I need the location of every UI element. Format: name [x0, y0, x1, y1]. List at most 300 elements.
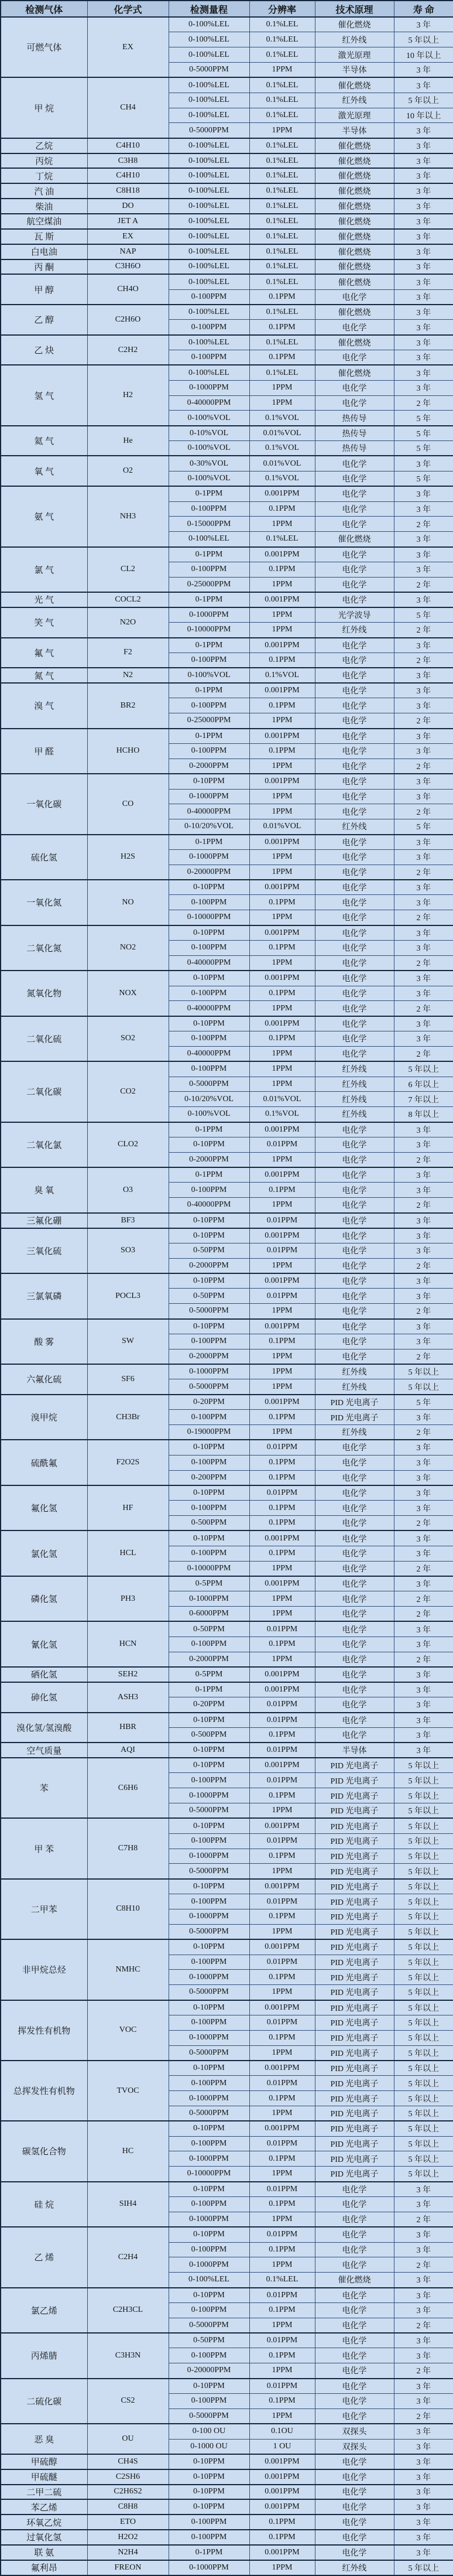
principle-cell: 电化学	[315, 1652, 394, 1667]
range-cell: 0-100PPM	[169, 1031, 249, 1047]
lifespan-cell: 3 年	[394, 729, 453, 744]
formula-cell: N2O	[87, 607, 169, 638]
lifespan-cell: 2 年	[394, 759, 453, 774]
range-cell: 0-1PPM	[169, 729, 249, 744]
range-cell: 0-200PPM	[169, 1470, 249, 1485]
range-cell: 0-10PPM	[169, 1319, 249, 1334]
principle-cell: PID 光电离子	[315, 2167, 394, 2182]
gas-name-cell: 硒化氢	[1, 1667, 87, 1682]
resolution-cell: 0.1%LEL	[249, 32, 315, 47]
principle-cell: 双探头	[315, 2439, 394, 2454]
table-row	[1, 1758, 453, 1773]
principle-cell: 电化学	[315, 652, 394, 668]
principle-cell: 红外线	[315, 1379, 394, 1395]
resolution-cell: 0.1PPM	[249, 1788, 315, 1803]
lifespan-cell: 3 年	[394, 274, 453, 289]
formula-cell: C2H4	[87, 2227, 169, 2287]
formula-cell: F2O2S	[87, 1440, 169, 1485]
lifespan-cell: 2 年	[394, 1152, 453, 1167]
lifespan-cell: 5 年以上	[394, 1061, 453, 1077]
resolution-cell: 0.01PPM	[249, 1621, 315, 1637]
gas-name-cell: 柴油	[1, 199, 87, 214]
range-cell: 0-10PPM	[169, 925, 249, 941]
table-row	[1, 2499, 453, 2514]
lifespan-cell: 2 年	[394, 1001, 453, 1016]
resolution-cell: 1PPM	[249, 849, 315, 865]
lifespan-cell: 5 年以上	[394, 2076, 453, 2091]
resolution-cell: 0.01PPM	[249, 2227, 315, 2242]
lifespan-cell: 3 年	[394, 547, 453, 562]
lifespan-cell: 3 年	[394, 2273, 453, 2288]
resolution-cell: 0.1PPM	[249, 2030, 315, 2045]
table-row	[1, 2560, 453, 2575]
table-row	[1, 1667, 453, 1682]
range-cell: 0-100%LEL	[169, 244, 249, 259]
resolution-cell: 0.1PPM	[249, 1970, 315, 1985]
principle-cell: PID 光电离子	[315, 1924, 394, 1939]
principle-cell: 电化学	[315, 2514, 394, 2530]
table-row	[1, 1122, 453, 1137]
range-cell: 0-6000PPM	[169, 1607, 249, 1622]
gas-name-cell: 三氯氧磷	[1, 1273, 87, 1319]
range-cell: 0-100PPM	[169, 1410, 249, 1425]
lifespan-cell: 3 年	[394, 168, 453, 183]
lifespan-cell: 3 年	[394, 1682, 453, 1697]
range-cell: 0-50PPM	[169, 1243, 249, 1258]
resolution-cell: 0.001PPM	[249, 835, 315, 850]
lifespan-cell: 3 年	[394, 2469, 453, 2485]
table-row	[1, 1167, 453, 1183]
lifespan-cell: 3 年	[394, 138, 453, 153]
range-cell: 0-100%VOL	[169, 1107, 249, 1122]
resolution-cell: 1PPM	[249, 713, 315, 729]
formula-cell: C2H6O	[87, 305, 169, 335]
range-cell: 0-100%LEL	[169, 47, 249, 63]
principle-cell: 电化学	[315, 1137, 394, 1152]
range-cell: 0-10PPM	[169, 2485, 249, 2500]
resolution-cell: 0.001PPM	[249, 1667, 315, 1682]
resolution-cell: 0.001PPM	[249, 1939, 315, 1955]
range-cell: 0-100PPM	[169, 698, 249, 713]
formula-cell: C4H10	[87, 168, 169, 183]
resolution-cell: 0.1PPM	[249, 1637, 315, 1652]
principle-cell: 电化学	[315, 1546, 394, 1561]
range-cell: 0-1PPM	[169, 1682, 249, 1697]
lifespan-cell: 5 年以上	[394, 1773, 453, 1788]
formula-cell: C2H2	[87, 335, 169, 365]
lifespan-cell: 3 年	[394, 1289, 453, 1304]
formula-cell: ASH3	[87, 1682, 169, 1713]
range-cell: 0-100%LEL	[169, 274, 249, 289]
resolution-cell: 0.1PPM	[249, 698, 315, 713]
principle-cell: 电化学	[315, 1667, 394, 1682]
resolution-cell: 0.001PPM	[249, 1167, 315, 1183]
range-cell: 0-10PPM	[169, 1137, 249, 1152]
lifespan-cell: 5 年以上	[394, 2015, 453, 2030]
gas-name-cell: 挥发性有机物	[1, 2000, 87, 2061]
formula-cell: O3	[87, 1167, 169, 1213]
resolution-cell: 0.001PPM	[249, 2499, 315, 2514]
lifespan-cell: 3 年	[394, 1213, 453, 1228]
range-cell: 0-100%LEL	[169, 168, 249, 183]
range-cell: 0-10PPM	[169, 1440, 249, 1455]
range-cell: 0-1000PPM	[169, 2560, 249, 2575]
range-cell: 0-100%LEL	[169, 229, 249, 244]
principle-cell: 电化学	[315, 774, 394, 789]
lifespan-cell: 2 年	[394, 713, 453, 729]
range-cell: 0-100%LEL	[169, 77, 249, 93]
range-cell: 0-2000PPM	[169, 1258, 249, 1273]
resolution-cell: 0.1PPM	[249, 1909, 315, 1924]
range-cell: 0-2000PPM	[169, 1349, 249, 1364]
principle-cell: 电化学	[315, 2227, 394, 2242]
range-cell: 0-10PPM	[169, 1228, 249, 1243]
header-row	[1, 1, 453, 17]
gas-name-cell: 二氧化氯	[1, 1122, 87, 1168]
resolution-cell: 1PPM	[249, 1985, 315, 2000]
resolution-cell: 0.1%LEL	[249, 532, 315, 547]
lifespan-cell: 3 年	[394, 2514, 453, 2530]
range-cell: 0-100PPM	[169, 1183, 249, 1198]
lifespan-cell: 3 年	[394, 1697, 453, 1713]
range-cell: 0-100PPM	[169, 1334, 249, 1349]
resolution-cell: 1PPM	[249, 804, 315, 819]
lifespan-cell: 2 年	[394, 1198, 453, 1213]
formula-cell: C8H8	[87, 2499, 169, 2514]
lifespan-cell: 3 年	[394, 1546, 453, 1561]
lifespan-cell: 5 年以上	[394, 1849, 453, 1864]
principle-cell: 电化学	[315, 971, 394, 986]
range-cell: 0-100PPM	[169, 744, 249, 759]
principle-cell: 红外线	[315, 32, 394, 47]
range-cell: 0-100PPM	[169, 1455, 249, 1470]
principle-cell: 电化学	[315, 1713, 394, 1728]
table-row	[1, 274, 453, 289]
gas-name-cell: 汽 油	[1, 183, 87, 199]
lifespan-cell: 2 年	[394, 910, 453, 925]
principle-cell: PID 光电离子	[315, 2091, 394, 2106]
principle-cell: 催化燃烧	[315, 77, 394, 93]
resolution-cell: 0.1%LEL	[249, 168, 315, 183]
table-row	[1, 456, 453, 471]
gas-name-cell: 氟利昂	[1, 2560, 87, 2575]
formula-cell: AQI	[87, 1743, 169, 1758]
table-row	[1, 1319, 453, 1334]
lifespan-cell: 5 年以上	[394, 2136, 453, 2151]
resolution-cell: 1PPM	[249, 577, 315, 592]
principle-cell: 电化学	[315, 2212, 394, 2227]
gas-name-cell: 丁烷	[1, 168, 87, 183]
lifespan-cell: 2 年	[394, 2212, 453, 2227]
range-cell: 0-100%LEL	[169, 532, 249, 547]
principle-cell: 电化学	[315, 986, 394, 1001]
lifespan-cell: 5 年以上	[394, 2030, 453, 2045]
gas-name-cell: 笑 气	[1, 607, 87, 638]
range-cell: 0-10PPM	[169, 1713, 249, 1728]
formula-cell: PH3	[87, 1576, 169, 1622]
table-row	[1, 17, 453, 32]
lifespan-cell: 2 年	[394, 1258, 453, 1273]
principle-cell: 电化学	[315, 1637, 394, 1652]
lifespan-cell: 3 年	[394, 2545, 453, 2560]
principle-cell: 电化学	[315, 759, 394, 774]
range-cell: 0-100%VOL	[169, 441, 249, 456]
lifespan-cell: 6 年以上	[394, 1077, 453, 1092]
principle-cell: 电化学	[315, 1455, 394, 1470]
resolution-cell: 0.01PPM	[249, 2288, 315, 2303]
table-row	[1, 638, 453, 653]
gas-name-cell: 苯乙烯	[1, 2499, 87, 2514]
lifespan-cell: 3 年	[394, 2242, 453, 2257]
resolution-cell: 0.1PPM	[249, 744, 315, 759]
range-cell: 0-5000PPM	[169, 123, 249, 138]
resolution-cell: 1PPM	[249, 1349, 315, 1364]
principle-cell: 电化学	[315, 1167, 394, 1183]
resolution-cell: 0.01PPM	[249, 1440, 315, 1455]
range-cell: 0-10/20%VOL	[169, 1092, 249, 1107]
range-cell: 0-100%LEL	[169, 2273, 249, 2288]
range-cell: 0-1000PPM	[169, 849, 249, 865]
principle-cell: 催化燃烧	[315, 335, 394, 350]
range-cell: 0-10PPM	[169, 2499, 249, 2514]
range-cell: 0-40000PPM	[169, 395, 249, 411]
range-cell: 0-15000PPM	[169, 517, 249, 532]
range-cell: 0-100PPM	[169, 940, 249, 955]
principle-cell: 催化燃烧	[315, 183, 394, 199]
gas-name-cell: 氮氧化物	[1, 971, 87, 1016]
resolution-cell: 0.1PPM	[249, 2348, 315, 2363]
principle-cell: 电化学	[315, 1349, 394, 1364]
table-row	[1, 305, 453, 320]
resolution-cell: 1PPM	[249, 1864, 315, 1879]
principle-cell: 红外线	[315, 623, 394, 638]
formula-cell: OU	[87, 2424, 169, 2454]
resolution-cell: 0.001PPM	[249, 729, 315, 744]
resolution-cell: 0.001PPM	[249, 774, 315, 789]
lifespan-cell: 3 年	[394, 486, 453, 501]
range-cell: 0-5000PPM	[169, 2318, 249, 2333]
resolution-cell: 1PPM	[249, 865, 315, 880]
resolution-cell: 1PPM	[249, 1001, 315, 1016]
range-cell: 0-40000PPM	[169, 1001, 249, 1016]
table-row	[1, 2333, 453, 2348]
principle-cell: 电化学	[315, 2288, 394, 2303]
principle-cell: 电化学	[315, 2379, 394, 2394]
range-cell: 0-5000PPM	[169, 2106, 249, 2121]
formula-cell: HCL	[87, 1530, 169, 1576]
principle-cell: 电化学	[315, 1501, 394, 1516]
gas-name-cell: 总挥发性有机物	[1, 2061, 87, 2121]
table-row	[1, 1621, 453, 1637]
range-cell: 0-5000PPM	[169, 1985, 249, 2000]
resolution-cell: 0.1%LEL	[249, 274, 315, 289]
resolution-cell: 1PPM	[249, 517, 315, 532]
resolution-cell: 1PPM	[249, 395, 315, 411]
gas-name-cell: 二硫化碳	[1, 2379, 87, 2424]
resolution-cell: 0.1%LEL	[249, 2273, 315, 2288]
gas-name-cell: 氦 气	[1, 426, 87, 456]
resolution-cell: 0.001PPM	[249, 925, 315, 941]
lifespan-cell: 3 年	[394, 940, 453, 955]
lifespan-cell: 5 年以上	[394, 1955, 453, 1970]
lifespan-cell: 3 年	[394, 2424, 453, 2439]
principle-cell: PID 光电离子	[315, 2061, 394, 2076]
resolution-cell: 1PPM	[249, 1152, 315, 1167]
resolution-cell: 0.001PPM	[249, 1319, 315, 1334]
range-cell: 0-10PPM	[169, 1818, 249, 1833]
resolution-cell: 1PPM	[249, 63, 315, 78]
range-cell: 0-1000PPM	[169, 2091, 249, 2106]
range-cell: 0-5000PPM	[169, 2408, 249, 2424]
lifespan-cell: 5 年以上	[394, 1758, 453, 1773]
resolution-cell: 0.01%VOL	[249, 1092, 315, 1107]
formula-cell: DO	[87, 199, 169, 214]
principle-cell: PID 光电离子	[315, 1758, 394, 1773]
principle-cell: 电化学	[315, 2408, 394, 2424]
principle-cell: PID 光电离子	[315, 2136, 394, 2151]
principle-cell: PID 光电离子	[315, 1939, 394, 1955]
lifespan-cell: 3 年	[394, 380, 453, 395]
gas-name-cell: 航空煤油	[1, 214, 87, 229]
range-cell: 0-10PPM	[169, 1485, 249, 1501]
range-cell: 0-30%VOL	[169, 456, 249, 471]
resolution-cell: 1PPM	[249, 759, 315, 774]
gas-name-cell: 溴化氢/氢溴酸	[1, 1713, 87, 1743]
gas-name-cell: 臭 氧	[1, 1167, 87, 1213]
resolution-cell: 0.001PPM	[249, 1879, 315, 1894]
gas-name-cell: 氰化氢	[1, 1621, 87, 1667]
lifespan-cell: 3 年	[394, 350, 453, 365]
resolution-cell: 0.001PPM	[249, 2000, 315, 2015]
range-cell: 0-100PPM	[169, 1894, 249, 1909]
lifespan-cell: 3 年	[394, 2485, 453, 2500]
gas-name-cell: 磷化氢	[1, 1576, 87, 1622]
resolution-cell: 0.01PPM	[249, 1697, 315, 1713]
gas-name-cell: 苯	[1, 1758, 87, 1818]
gas-name-cell: 空气质量	[1, 1743, 87, 1758]
principle-cell: PID 光电离子	[315, 1970, 394, 1985]
col-header-lifespan: 寿 命	[394, 1, 453, 17]
lifespan-cell: 2 年	[394, 865, 453, 880]
formula-cell: TVOC	[87, 2061, 169, 2121]
lifespan-cell: 2 年	[394, 2408, 453, 2424]
lifespan-cell: 3 年	[394, 1410, 453, 1425]
range-cell: 0-10PPM	[169, 2288, 249, 2303]
lifespan-cell: 3 年	[394, 1637, 453, 1652]
range-cell: 0-10000PPM	[169, 1561, 249, 1576]
lifespan-cell: 3 年	[394, 1122, 453, 1137]
range-cell: 0-1PPM	[169, 1122, 249, 1137]
formula-cell: HF	[87, 1485, 169, 1531]
range-cell: 0-1PPM	[169, 1167, 249, 1183]
formula-cell: He	[87, 426, 169, 456]
principle-cell: 催化燃烧	[315, 229, 394, 244]
resolution-cell: 0.1PPM	[249, 2530, 315, 2545]
range-cell: 0-10PPM	[169, 1758, 249, 1773]
range-cell: 0-10PPM	[169, 1743, 249, 1758]
gas-name-cell: 非甲烷总烃	[1, 1939, 87, 2000]
table-row	[1, 426, 453, 441]
range-cell: 0-100PPM	[169, 2530, 249, 2545]
range-cell: 0-100%LEL	[169, 32, 249, 47]
formula-cell: CH3Br	[87, 1395, 169, 1440]
resolution-cell: 0.001PPM	[249, 1273, 315, 1289]
principle-cell: 电化学	[315, 1213, 394, 1228]
principle-cell: 红外线	[315, 1424, 394, 1440]
lifespan-cell: 3 年	[394, 320, 453, 335]
gas-name-cell: 二氧化氮	[1, 925, 87, 971]
range-cell: 0-100PPM	[169, 652, 249, 668]
table-row	[1, 1228, 453, 1243]
resolution-cell: 0.1PPM	[249, 2393, 315, 2408]
resolution-cell: 0.01%VOL	[249, 456, 315, 471]
range-cell: 0-100PPM	[169, 895, 249, 910]
lifespan-cell: 5 年以上	[394, 1939, 453, 1955]
range-cell: 0-1PPM	[169, 638, 249, 653]
resolution-cell: 0.1PPM	[249, 1031, 315, 1047]
range-cell: 0-50PPM	[169, 1621, 249, 1637]
lifespan-cell: 3 年	[394, 2197, 453, 2212]
resolution-cell: 0.01PPM	[249, 2379, 315, 2394]
range-cell: 0-100%LEL	[169, 335, 249, 350]
lifespan-cell: 3 年	[394, 849, 453, 865]
principle-cell: 电化学	[315, 865, 394, 880]
principle-cell: PID 光电离子	[315, 2000, 394, 2015]
resolution-cell: 0.1%LEL	[249, 108, 315, 123]
principle-cell: 电化学	[315, 1621, 394, 1637]
resolution-cell: 0.01PPM	[249, 1485, 315, 1501]
lifespan-cell: 2 年	[394, 1349, 453, 1364]
lifespan-cell: 3 年	[394, 289, 453, 305]
gas-name-cell: 丙烯腈	[1, 2333, 87, 2379]
range-cell: 0-20PPM	[169, 1395, 249, 1410]
resolution-cell: 0.1PPM	[249, 1183, 315, 1198]
range-cell: 0-10000PPM	[169, 2167, 249, 2182]
principle-cell: 催化燃烧	[315, 274, 394, 289]
lifespan-cell: 5 年以上	[394, 1924, 453, 1939]
principle-cell: 电化学	[315, 577, 394, 592]
range-cell: 0-100PPM	[169, 562, 249, 577]
range-cell: 0-100%LEL	[169, 108, 249, 123]
resolution-cell: 0.01%VOL	[249, 819, 315, 835]
principle-cell: 光学波导	[315, 607, 394, 623]
formula-cell: NMHC	[87, 1939, 169, 2000]
formula-cell: C7H8	[87, 1818, 169, 1878]
principle-cell: PID 光电离子	[315, 2030, 394, 2045]
lifespan-cell: 2 年	[394, 2363, 453, 2379]
resolution-cell: 1PPM	[249, 2363, 315, 2379]
range-cell: 0-2000PPM	[169, 759, 249, 774]
principle-cell: 热传导	[315, 411, 394, 426]
gas-name-cell: 联 氨	[1, 2545, 87, 2560]
resolution-cell: 0.01PPM	[249, 2015, 315, 2030]
resolution-cell: 0.001PPM	[249, 592, 315, 607]
principle-cell: 电化学	[315, 2242, 394, 2257]
principle-cell: 电化学	[315, 1576, 394, 1591]
range-cell: 0-20000PPM	[169, 865, 249, 880]
range-cell: 0-1000PPM	[169, 380, 249, 395]
lifespan-cell: 3 年	[394, 1455, 453, 1470]
resolution-cell: 0.1%LEL	[249, 93, 315, 108]
principle-cell: 电化学	[315, 2333, 394, 2348]
principle-cell: 双探头	[315, 2424, 394, 2439]
resolution-cell: 0.1%VOL	[249, 411, 315, 426]
lifespan-cell: 3 年	[394, 17, 453, 32]
range-cell: 0-100%LEL	[169, 259, 249, 275]
resolution-cell: 0.1PPM	[249, 320, 315, 335]
lifespan-cell: 3 年	[394, 2499, 453, 2514]
resolution-cell: 1PPM	[249, 789, 315, 804]
